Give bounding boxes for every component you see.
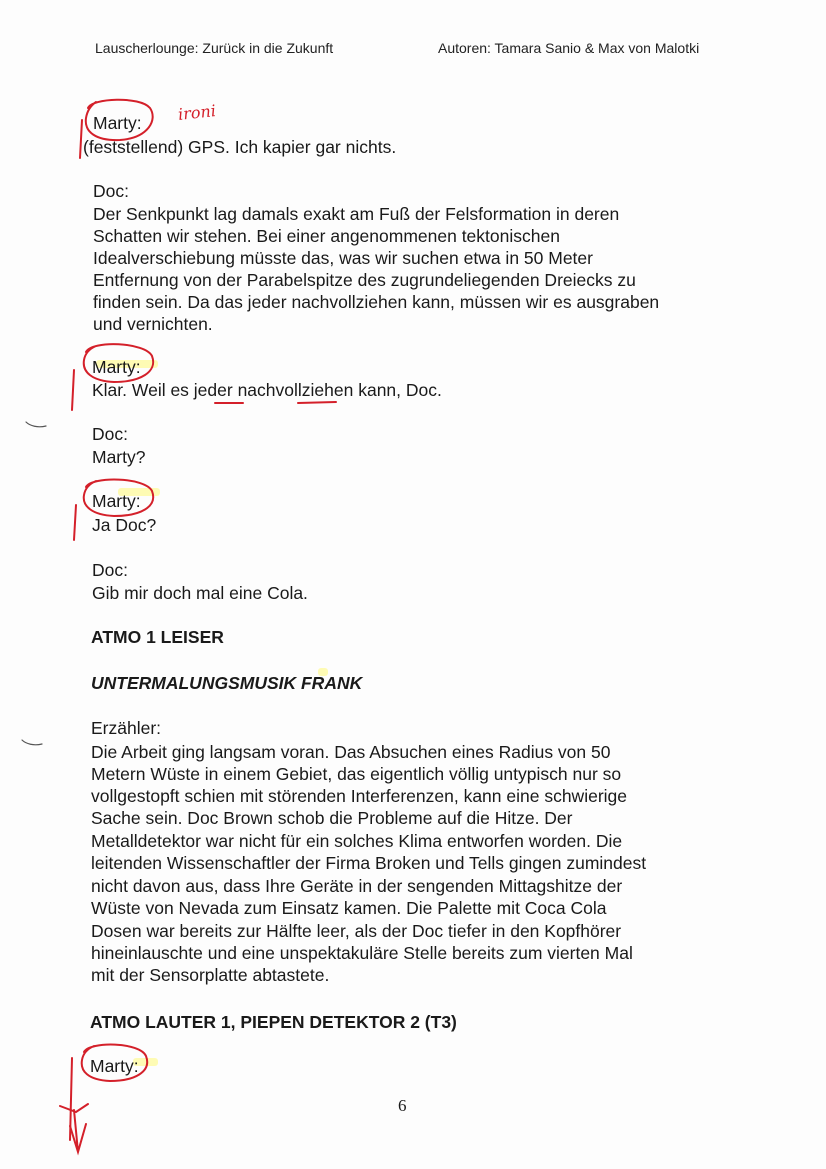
dialogue-line: Ja Doc? [92,515,157,535]
speaker-marty: Marty: [92,491,141,511]
speaker-marty: Marty: [93,113,142,133]
dialogue-line: (feststellend) GPS. Ich kapier gar nichts. [83,137,397,157]
narration-line: Dosen war bereits zur Hälfte leer, als der Doc tiefer in den Kopfhörer [91,921,622,941]
pencil-mark [22,740,42,745]
speaker-marty: Marty: [92,357,141,377]
dialogue-line: Marty? [92,447,146,467]
margin-bracket [80,120,82,158]
narration-line: mit der Sensorplatte abtastete. [91,965,330,985]
dialogue-line: Gib mir doch mal eine Cola. [92,583,308,603]
header-authors: Autoren: Tamara Sanio & Max von Malotki [438,40,700,56]
narration-line: nicht davon aus, dass Ihre Geräte in der sengenden Mittagshitze der [91,876,623,896]
narration-line: Metern Wüste in einem Gebiet, das eigentlich völlig untypisch nur so [91,764,622,784]
dialogue-line: Entfernung von der Parabelspitze des zugrundeliegenden Dreiecks zu [93,270,636,290]
sound-cue: ATMO 1 LEISER [91,627,224,647]
arrow-down-icon [60,1104,88,1152]
dialogue-line: Der Senkpunkt lag damals exakt am Fuß der Felsformation in deren [93,204,620,224]
narration-line: hineinlauschte und eine unspektakuläre Stelle bereits zum vierten Mal [91,943,633,963]
margin-bracket [74,505,76,540]
header-title: Lauscherlounge: Zurück in die Zukunft [95,40,334,56]
narration-line: Die Arbeit ging langsam voran. Das Absuchen eines Radius von 50 [91,742,611,762]
dialogue-line: Idealverschiebung müsste das, was wir suchen etwa in 50 Meter [93,248,593,268]
speaker-narrator: Erzähler: [91,718,162,738]
speaker-doc: Doc: [92,424,128,444]
margin-bracket [72,370,74,410]
narration-line: vollgestopft schien mit störenden Interferenzen, kann eine schwierige [91,786,627,806]
narration-line: leitenden Wissenschaftler der Firma Broken und Tells gingen zumindest [91,853,647,873]
margin-bracket [70,1058,72,1140]
narration-line: Metalldetektor war nicht für ein solches Klima entworfen worden. Die [91,831,623,851]
speaker-doc: Doc: [92,560,128,580]
dialogue-line: finden sein. Da das jeder nachvollziehen kann, müssen wir es ausgraben [93,292,660,312]
pencil-mark [26,422,46,427]
underline-mark [298,402,336,403]
sound-cue: ATMO LAUTER 1, PIEPEN DETEKTOR 2 (T3) [90,1012,457,1032]
speaker-doc: Doc: [93,181,129,201]
music-cue: UNTERMALUNGSMUSIK FRANK [91,673,363,693]
narration-line: Wüste von Nevada zum Einsatz kamen. Die Palette mit Coca Cola [91,898,607,918]
page-number: 6 [398,1096,407,1115]
dialogue-line: und vernichten. [93,314,213,334]
speaker-marty: Marty: [90,1056,139,1076]
dialogue-line: Klar. Weil es jeder nachvollziehen kann, Doc. [92,380,442,400]
dialogue-line: Schatten wir stehen. Bei einer angenommenen tektonischen [93,226,560,246]
handwritten-note: ironi [177,101,217,124]
narration-line: Sache sein. Doc Brown schob die Probleme auf die Hitze. Der [91,808,573,828]
